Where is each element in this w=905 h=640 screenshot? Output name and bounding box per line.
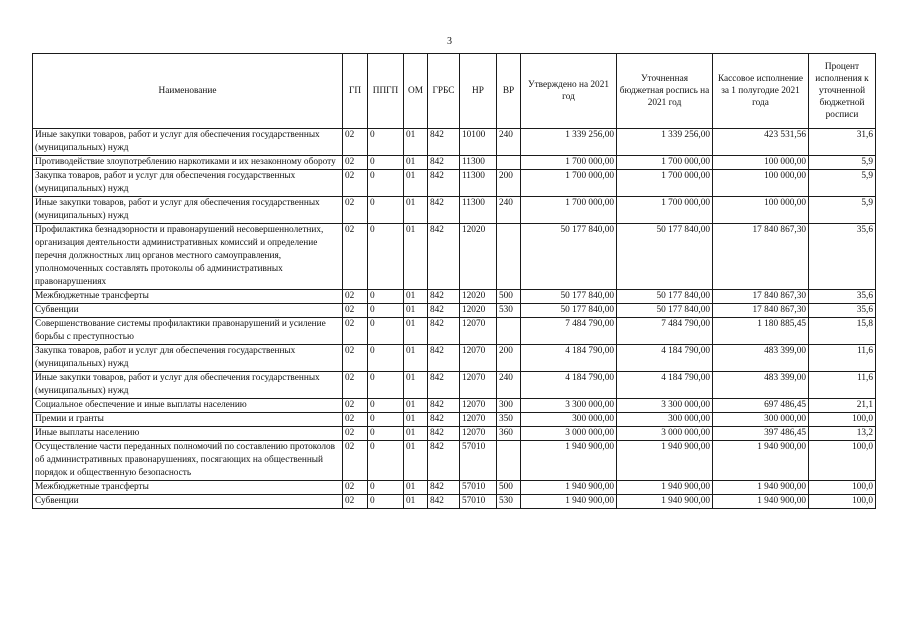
header-vr: ВР	[497, 54, 521, 129]
cell-nr: 12070	[460, 399, 497, 413]
cell-percent: 15,8	[809, 318, 876, 345]
table-row	[33, 290, 876, 304]
cell-percent: 100,0	[809, 441, 876, 481]
cell-ppgp: 0	[368, 399, 404, 413]
cell-ppgp: 0	[368, 495, 404, 509]
cell-nr: 12020	[460, 290, 497, 304]
table-row	[33, 170, 876, 197]
table-row	[33, 413, 876, 427]
cell-cash: 1 180 885,45	[713, 318, 809, 345]
cell-percent: 5,9	[809, 170, 876, 197]
budget-execution-table	[32, 53, 876, 509]
cell-om: 01	[404, 304, 428, 318]
cell-approved: 3 300 000,00	[521, 399, 617, 413]
cell-vr: 360	[497, 427, 521, 441]
cell-refined: 7 484 790,00	[617, 318, 713, 345]
cell-name: Иные выплаты населению	[33, 427, 343, 441]
cell-grbs: 842	[428, 481, 460, 495]
cell-grbs: 842	[428, 399, 460, 413]
cell-gp: 02	[343, 290, 368, 304]
cell-refined: 1 940 900,00	[617, 495, 713, 509]
cell-ppgp: 0	[368, 170, 404, 197]
cell-name: Межбюджетные трансферты	[33, 481, 343, 495]
page-number: 3	[447, 36, 452, 47]
cell-refined: 50 177 840,00	[617, 224, 713, 290]
table-header-row	[33, 54, 876, 129]
cell-grbs: 842	[428, 427, 460, 441]
cell-cash: 697 486,45	[713, 399, 809, 413]
cell-om: 01	[404, 224, 428, 290]
cell-approved: 50 177 840,00	[521, 224, 617, 290]
cell-gp: 02	[343, 318, 368, 345]
cell-cash: 100 000,00	[713, 156, 809, 170]
cell-cash: 17 840 867,30	[713, 224, 809, 290]
cell-grbs: 842	[428, 170, 460, 197]
cell-gp: 02	[343, 399, 368, 413]
header-percent: Процент исполнения к уточненной бюджетной росписи	[809, 54, 876, 129]
cell-ppgp: 0	[368, 345, 404, 372]
cell-percent: 100,0	[809, 495, 876, 509]
cell-name: Закупка товаров, работ и услуг для обеспечения государственных (муниципальных) нужд	[33, 170, 343, 197]
cell-percent: 35,6	[809, 224, 876, 290]
cell-approved: 1 339 256,00	[521, 129, 617, 156]
cell-percent: 11,6	[809, 372, 876, 399]
cell-om: 01	[404, 290, 428, 304]
cell-percent: 100,0	[809, 481, 876, 495]
cell-percent: 35,6	[809, 290, 876, 304]
cell-approved: 1 940 900,00	[521, 441, 617, 481]
cell-refined: 1 700 000,00	[617, 170, 713, 197]
cell-gp: 02	[343, 481, 368, 495]
table-row	[33, 399, 876, 413]
cell-percent: 31,6	[809, 129, 876, 156]
cell-refined: 50 177 840,00	[617, 290, 713, 304]
cell-name: Противодействие злоупотреблению наркотиками и их незаконному обороту	[33, 156, 343, 170]
cell-cash: 483 399,00	[713, 372, 809, 399]
cell-gp: 02	[343, 427, 368, 441]
table-row	[33, 129, 876, 156]
cell-cash: 1 940 900,00	[713, 495, 809, 509]
cell-nr: 11300	[460, 170, 497, 197]
cell-name: Субвенции	[33, 495, 343, 509]
cell-om: 01	[404, 197, 428, 224]
table-row	[33, 224, 876, 290]
cell-refined: 1 700 000,00	[617, 197, 713, 224]
cell-refined: 300 000,00	[617, 413, 713, 427]
cell-gp: 02	[343, 156, 368, 170]
header-nr: НР	[460, 54, 497, 129]
cell-gp: 02	[343, 170, 368, 197]
cell-name: Межбюджетные трансферты	[33, 290, 343, 304]
cell-grbs: 842	[428, 441, 460, 481]
cell-vr: 530	[497, 495, 521, 509]
cell-om: 01	[404, 441, 428, 481]
cell-nr: 12070	[460, 372, 497, 399]
cell-name: Профилактика безнадзорности и правонарушений несовершеннолетних, организация деятельности административных комиссий и определение перечня должностных лиц органов местного самоуправления, уполномоченных составлять протоколы об административных правонарушениях	[33, 224, 343, 290]
cell-ppgp: 0	[368, 427, 404, 441]
cell-vr: 200	[497, 170, 521, 197]
cell-refined: 1 940 900,00	[617, 441, 713, 481]
cell-nr: 11300	[460, 156, 497, 170]
cell-nr: 57010	[460, 441, 497, 481]
cell-refined: 1 339 256,00	[617, 129, 713, 156]
cell-grbs: 842	[428, 413, 460, 427]
cell-refined: 1 700 000,00	[617, 156, 713, 170]
cell-refined: 4 184 790,00	[617, 372, 713, 399]
cell-name: Социальное обеспечение и иные выплаты населению	[33, 399, 343, 413]
cell-refined: 3 000 000,00	[617, 427, 713, 441]
cell-approved: 1 700 000,00	[521, 156, 617, 170]
cell-om: 01	[404, 481, 428, 495]
cell-name: Премии и гранты	[33, 413, 343, 427]
table-body	[33, 129, 876, 509]
cell-grbs: 842	[428, 197, 460, 224]
cell-gp: 02	[343, 224, 368, 290]
cell-percent: 100,0	[809, 413, 876, 427]
cell-grbs: 842	[428, 224, 460, 290]
header-cash: Кассовое исполнение за 1 полугодие 2021 года	[713, 54, 809, 129]
cell-om: 01	[404, 427, 428, 441]
cell-refined: 1 940 900,00	[617, 481, 713, 495]
cell-percent: 13,2	[809, 427, 876, 441]
cell-vr: 240	[497, 197, 521, 224]
cell-name: Субвенции	[33, 304, 343, 318]
cell-ppgp: 0	[368, 197, 404, 224]
header-gp: ГП	[343, 54, 368, 129]
cell-refined: 50 177 840,00	[617, 304, 713, 318]
cell-refined: 4 184 790,00	[617, 345, 713, 372]
header-ppgp: ППГП	[368, 54, 404, 129]
cell-ppgp: 0	[368, 156, 404, 170]
cell-vr: 500	[497, 481, 521, 495]
header-grbs: ГРБС	[428, 54, 460, 129]
cell-cash: 423 531,56	[713, 129, 809, 156]
cell-nr: 10100	[460, 129, 497, 156]
table-row	[33, 481, 876, 495]
header-name: Наименование	[33, 54, 343, 129]
cell-ppgp: 0	[368, 372, 404, 399]
cell-gp: 02	[343, 495, 368, 509]
cell-om: 01	[404, 495, 428, 509]
cell-ppgp: 0	[368, 129, 404, 156]
cell-vr: 240	[497, 372, 521, 399]
cell-cash: 100 000,00	[713, 170, 809, 197]
cell-ppgp: 0	[368, 481, 404, 495]
cell-gp: 02	[343, 129, 368, 156]
table-row	[33, 427, 876, 441]
table-row	[33, 304, 876, 318]
cell-approved: 1 700 000,00	[521, 197, 617, 224]
cell-gp: 02	[343, 413, 368, 427]
cell-om: 01	[404, 170, 428, 197]
cell-gp: 02	[343, 197, 368, 224]
cell-cash: 1 940 900,00	[713, 481, 809, 495]
table-row	[33, 318, 876, 345]
cell-vr: 500	[497, 290, 521, 304]
cell-approved: 1 940 900,00	[521, 481, 617, 495]
cell-grbs: 842	[428, 129, 460, 156]
cell-om: 01	[404, 413, 428, 427]
cell-ppgp: 0	[368, 224, 404, 290]
cell-approved: 4 184 790,00	[521, 345, 617, 372]
cell-nr: 12020	[460, 304, 497, 318]
table-row	[33, 372, 876, 399]
table-row	[33, 441, 876, 481]
cell-grbs: 842	[428, 318, 460, 345]
cell-ppgp: 0	[368, 304, 404, 318]
cell-grbs: 842	[428, 495, 460, 509]
header-approved: Утверждено на 2021 год	[521, 54, 617, 129]
cell-gp: 02	[343, 441, 368, 481]
cell-om: 01	[404, 345, 428, 372]
cell-om: 01	[404, 318, 428, 345]
cell-vr	[497, 441, 521, 481]
cell-ppgp: 0	[368, 413, 404, 427]
cell-om: 01	[404, 399, 428, 413]
cell-om: 01	[404, 372, 428, 399]
cell-ppgp: 0	[368, 290, 404, 304]
cell-refined: 3 300 000,00	[617, 399, 713, 413]
cell-percent: 35,6	[809, 304, 876, 318]
cell-name: Иные закупки товаров, работ и услуг для обеспечения государственных (муниципальных) нужд	[33, 372, 343, 399]
cell-cash: 397 486,45	[713, 427, 809, 441]
cell-grbs: 842	[428, 290, 460, 304]
table-row	[33, 495, 876, 509]
table-row	[33, 345, 876, 372]
cell-percent: 21,1	[809, 399, 876, 413]
cell-nr: 11300	[460, 197, 497, 224]
cell-approved: 7 484 790,00	[521, 318, 617, 345]
cell-gp: 02	[343, 345, 368, 372]
cell-ppgp: 0	[368, 318, 404, 345]
cell-cash: 300 000,00	[713, 413, 809, 427]
cell-nr: 12070	[460, 413, 497, 427]
cell-vr	[497, 156, 521, 170]
header-om: ОМ	[404, 54, 428, 129]
cell-nr: 57010	[460, 495, 497, 509]
cell-nr: 12070	[460, 427, 497, 441]
cell-vr: 300	[497, 399, 521, 413]
table-row	[33, 156, 876, 170]
cell-nr: 57010	[460, 481, 497, 495]
cell-percent: 5,9	[809, 156, 876, 170]
cell-grbs: 842	[428, 345, 460, 372]
cell-name: Закупка товаров, работ и услуг для обеспечения государственных (муниципальных) нужд	[33, 345, 343, 372]
cell-percent: 11,6	[809, 345, 876, 372]
cell-name: Совершенствование системы профилактики правонарушений и усиление борьбы с преступностью	[33, 318, 343, 345]
cell-approved: 300 000,00	[521, 413, 617, 427]
cell-cash: 17 840 867,30	[713, 290, 809, 304]
cell-ppgp: 0	[368, 441, 404, 481]
cell-approved: 50 177 840,00	[521, 290, 617, 304]
cell-approved: 1 700 000,00	[521, 170, 617, 197]
cell-name: Иные закупки товаров, работ и услуг для обеспечения государственных (муниципальных) нужд	[33, 197, 343, 224]
cell-approved: 50 177 840,00	[521, 304, 617, 318]
cell-nr: 12070	[460, 345, 497, 372]
cell-approved: 3 000 000,00	[521, 427, 617, 441]
cell-gp: 02	[343, 372, 368, 399]
cell-vr: 350	[497, 413, 521, 427]
cell-approved: 1 940 900,00	[521, 495, 617, 509]
cell-approved: 4 184 790,00	[521, 372, 617, 399]
cell-grbs: 842	[428, 304, 460, 318]
cell-nr: 12070	[460, 318, 497, 345]
cell-cash: 100 000,00	[713, 197, 809, 224]
cell-vr	[497, 224, 521, 290]
cell-name: Иные закупки товаров, работ и услуг для обеспечения государственных (муниципальных) нужд	[33, 129, 343, 156]
cell-cash: 483 399,00	[713, 345, 809, 372]
cell-gp: 02	[343, 304, 368, 318]
cell-vr: 240	[497, 129, 521, 156]
cell-grbs: 842	[428, 156, 460, 170]
cell-nr: 12020	[460, 224, 497, 290]
cell-cash: 17 840 867,30	[713, 304, 809, 318]
cell-vr: 200	[497, 345, 521, 372]
cell-om: 01	[404, 129, 428, 156]
cell-om: 01	[404, 156, 428, 170]
cell-cash: 1 940 900,00	[713, 441, 809, 481]
cell-grbs: 842	[428, 372, 460, 399]
header-refined: Уточненная бюджетная роспись на 2021 год	[617, 54, 713, 129]
cell-percent: 5,9	[809, 197, 876, 224]
table-row	[33, 197, 876, 224]
cell-vr: 530	[497, 304, 521, 318]
cell-vr	[497, 318, 521, 345]
cell-name: Осуществление части переданных полномочий по составлению протоколов об административных правонарушениях, посягающих на общественный порядок и общественную безопасность	[33, 441, 343, 481]
